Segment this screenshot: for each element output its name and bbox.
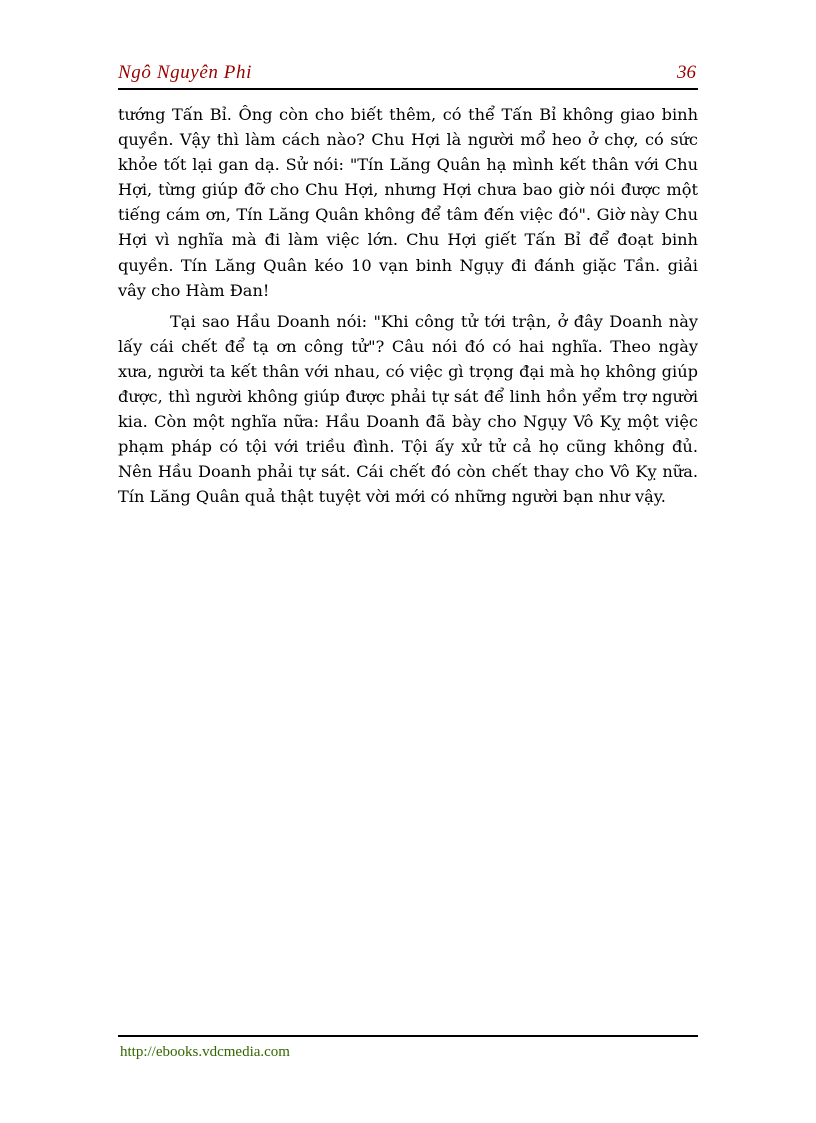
paragraph-continued: tướng Tấn Bỉ. Ông còn cho biết thêm, có thể Tấn Bỉ không giao binh quyền. Vậy thì làm cách nào? Chu Hợi là người mổ heo ở chợ, có sức khỏe tốt lại gan dạ. Sử nói: "Tín Lăng Quân hạ mình kết thân với Chu Hợi, từng giúp đỡ cho Chu Hợi, nhưng Hợi chưa bao giờ nói được một tiếng cám ơn, Tín Lăng Quân không để tâm đến việc đó". Giờ này Chu Hợi vì nghĩa mà đi làm việc lớn. Chu Hợi giết Tấn Bỉ để đoạt binh quyền. Tín Lăng Quân kéo 10 vạn binh Ngụy đi đánh giặc Tần. giải vây cho Hàm Đan! — [118, 105, 698, 300]
footer-link[interactable]: http://ebooks.vdcmedia.com — [120, 1044, 290, 1060]
body-text — [118, 102, 698, 510]
header-author: Ngô Nguyên Phi — [118, 62, 252, 83]
paragraph: Tại sao Hầu Doanh nói: "Khi công tử tới trận, ở đây Doanh này lấy cái chết để tạ ơn công tử"? Câu nói đó có hai nghĩa. Theo ngày xưa, người ta kết thân với nhau, có việc gì trọng đại mà họ không giúp được, thì người không giúp được phải tự sát để linh hồn yểm trợ người kia. Còn một nghĩa nữa: Hầu Doanh đã bày cho Ngụy Vô Kỵ một việc phạm pháp có tội với triều đình. Tội ấy xử tử cả họ cũng không đủ. Nên Hầu Doanh phải tự sát. Cái chết đó còn chết thay cho Vô Kỵ nữa. Tín Lăng Quân quả thật tuyệt vời mới có những người bạn như vậy. — [118, 311, 698, 507]
page-header — [118, 60, 698, 90]
footer-divider — [118, 1035, 698, 1037]
page-number: 36 — [677, 62, 696, 83]
